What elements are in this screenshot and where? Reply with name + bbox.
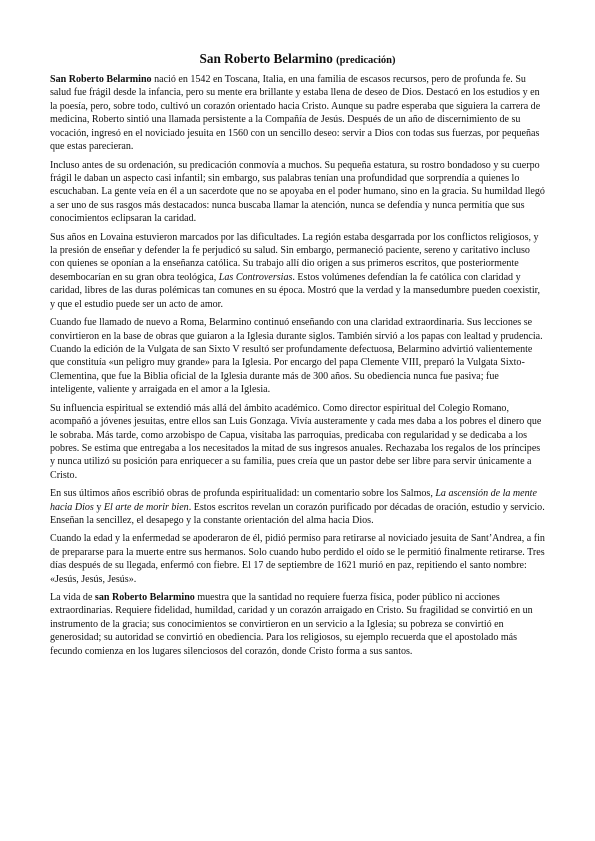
document-page xyxy=(50,50,545,663)
paragraph-writings xyxy=(50,487,545,527)
work-title-controversias: Las Controversias xyxy=(218,271,293,283)
title-main: San Roberto Belarmino xyxy=(199,51,333,66)
work-title-arte-de-morir: El arte de morir bien xyxy=(103,501,189,513)
page-title xyxy=(50,50,545,69)
paragraph-death: Cuando la edad y la enfermedad se apoderaron de él, pidió permiso para retirarse al noviciado jesuita de Sant’Andrea, a fin de prepararse para la muerte entre sus hermanos. Solo cuando hubo perdido el oído se le permitió finalmente retirarse. Tres días después de su llegada, enfermó con fiebre. El 17 de septiembre de 1621 murió en paz, repitiendo el santo nombre: «Jesús, Jesús, Jesús». xyxy=(50,533,545,585)
paragraph-writings-text-2: y xyxy=(93,501,104,513)
paragraph-louvain xyxy=(50,231,545,312)
saint-name-bold: San Roberto Belarmino xyxy=(50,74,152,85)
saint-name-bold-conclusion: san Roberto Belarmino xyxy=(94,591,195,603)
paragraph-writings-text-1: En sus últimos años escribió obras de profunda espiritualidad: un comentario sobre los Salmos, xyxy=(50,488,436,500)
paragraph-conclusion-text-1: La vida de xyxy=(50,591,95,603)
paragraph-conclusion xyxy=(50,591,545,658)
paragraph-preaching: Incluso antes de su ordenación, su predicación conmovía a muchos. Su pequeña estatura, su rostro bondadoso y su cuerpo frágil le daban un aspecto casi infantil; sin embargo, sus palabras tenían una profundidad que sorprendía a quienes lo escuchaban. La gente veía en él a un sacerdote que no se apoyaba en el poder humano, sino en la gracia. Su humildad llegó a ser uno de sus rasgos más destacados: nunca buscaba llamar la atención, nunca se defendía y nunca permitía que sus conocimientos eclipsaran la caridad. xyxy=(50,159,545,225)
work-title-ascension: La ascensión de la mente hacia Dios xyxy=(50,488,537,513)
paragraph-rome: Cuando fue llamado de nuevo a Roma, Belarmino continuó enseñando con una claridad extraordinaria. Sus lecciones se convirtieron en la base de obras que guiaron a la Iglesia durante siglos. También sirvió a los papas con lealtad y prudencia. Cuando la edición de la Vulgata de san Sixto V resultó ser profundamente defectuosa, Belarmino advirtió valientemente que constituía «un peligro muy grande» para la Iglesia. Por encargo del papa Clemente VIII, preparó la Vulgata Sixto-Clementina, que fue la Biblia oficial de la Iglesia durante más de 300 años. Su obediencia nunca fue pasiva; fue inteligente, valiente y arraigada en el amor a la Iglesia. xyxy=(50,317,543,396)
paragraph-louvain-text-1: Sus años en Lovaina estuvieron marcados por las dificultades. La región estaba desgarrada por los conflictos religiosos, y la presión de enseñar y defender la fe perjudicó su salud. Sin embargo, permaneció paciente, sereno y caritativo incluso con quienes se oponían a la enseñanza católica. Su trabajo allí dio origen a sus primeros escritos, que posteriormente desembocarían en su gran obra teológica, xyxy=(50,231,539,283)
paragraph-influence: Su influencia espiritual se extendió más allá del ámbito académico. Como director espiritual del Colegio Romano, acompañó a jóvenes jesuitas, entre ellos san Luis Gonzaga. Vivía austeramente y cada mes daba a los pobres el dinero que le sobraba. Más tarde, como arzobispo de Capua, visitaba las parroquias, predicaba con regularidad y se dedicaba a los pobres. Se estima que entregaba a los necesitados la mitad de sus ingresos anuales. Rechazaba los regalos de los príncipes y nunca utilizó su posición para enriquecer a su familia, pues creía que un pastor debe ser libre para servir únicamente a Cristo. xyxy=(50,402,542,481)
paragraph-writings-text-3: . Estos escritos revelan un corazón purificado por décadas de oración, estudio y servicio. Enseñan la sencillez, el desapego y la constante orientación del alma hacia Dios. xyxy=(50,501,545,527)
paragraph-louvain-text-2: . Estos volúmenes defendían la fe católica con claridad y caridad, libres de las duras polémicas tan comunes en su época. Mostró que la verdad y la mansedumbre pueden coexistir, y que el estudio puede ser un acto de amor. xyxy=(50,271,541,310)
paragraph-birth xyxy=(50,73,545,154)
title-subtitle: (predicación) xyxy=(336,55,396,66)
paragraph-birth-text: nació en 1542 en Toscana, Italia, en una familia de escasos recursos, pero de profunda fe. Su salud fue frágil desde la infancia, pero su mente era brillante y estaba llena de deseo de Dios. Destacó en los estudios y en la poesía, pero, sobre todo, cultivó un corazón orientado hacia Cristo. Aunque su padre esperaba que siguiera la carrera de medicina, Roberto sintió una llamada persistente a la Compañía de Jesús. Después de un año de discernimiento de su vocación, ingresó en el noviciado jesuita en 1560 con un sencillo deseo: servir a Dios con todas sus fuerzas, por pequeñas que estas parecieran. xyxy=(50,74,541,153)
paragraph-conclusion-text-2: muestra que la santidad no requiere fuerza física, poder público ni acciones extraordinarias. Requiere fidelidad, humildad, caridad y un corazón arraigado en Cristo. Su fragilidad se convirtió en un instrumento de la gracia; sus conocimientos se convirtieron en un servicio a la Iglesia; su pobreza se convirtió en generosidad; su autoridad se convirtió en obediencia. Para los religiosos, su ejemplo recuerda que el apostolado más fecundo comienza en los lugares silenciosos del corazón, donde Cristo forma a sus santos. xyxy=(50,591,533,657)
